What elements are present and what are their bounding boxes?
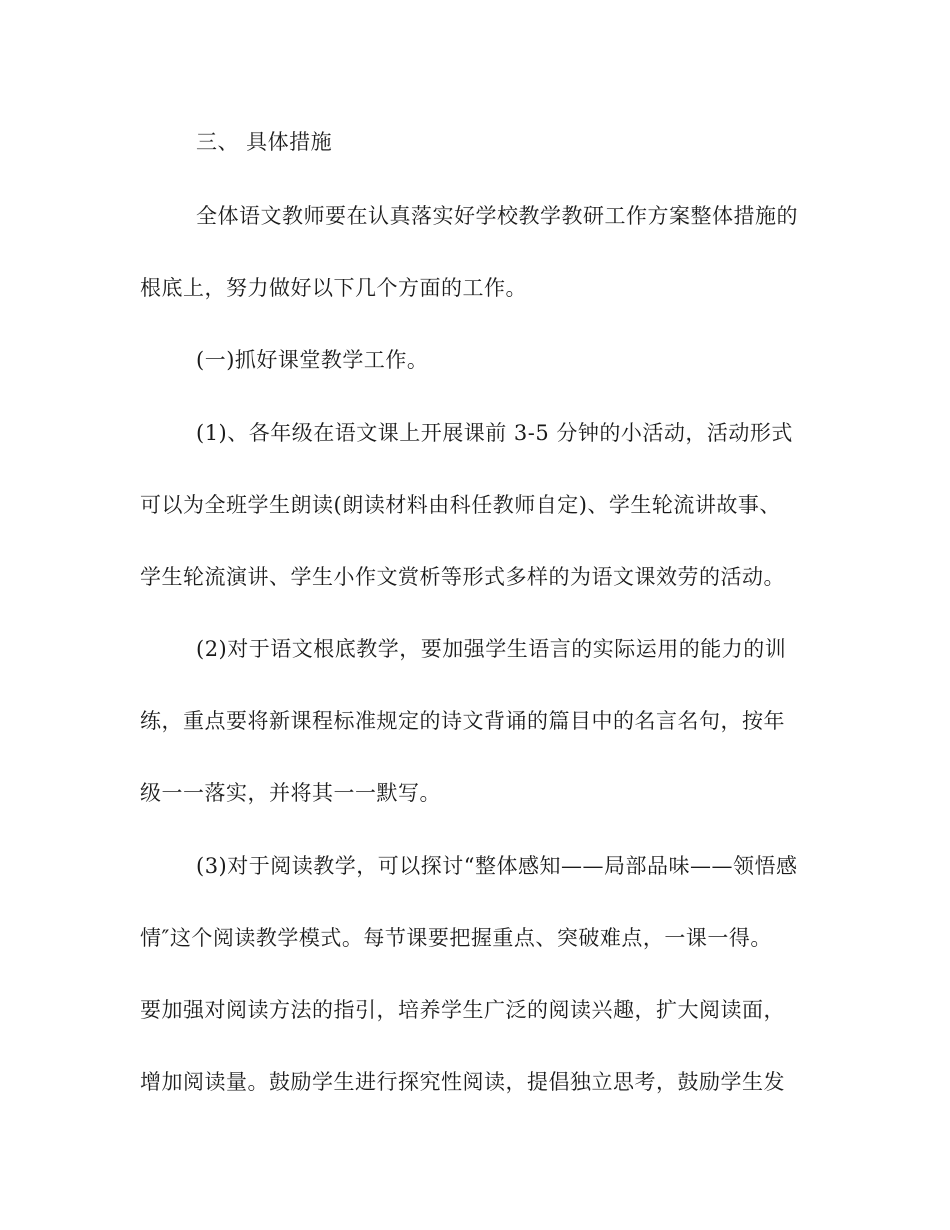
paragraph-line: 全体语文教师要在认真落实好学校教学教研工作方案整体措施的 xyxy=(196,204,798,228)
paragraph-line: 学生轮流演讲、学生小作文赏析等形式多样的为语文课效劳的活动。 xyxy=(140,565,785,589)
paragraph-line: 要加强对阅读方法的指引，培养学生广泛的阅读兴趣，扩大阅读面， xyxy=(140,998,785,1022)
paragraph-line: 练，重点要将新课程标准规定的诗文背诵的篇目中的名言名句，按年 xyxy=(140,709,785,733)
paragraph-line: 根底上，努力做好以下几个方面的工作。 xyxy=(140,276,527,300)
paragraph-line: 情″这个阅读教学模式。每节课要把握重点、突破难点，一课一得。 xyxy=(140,926,772,950)
paragraph-line: (1)、各年级在语文课上开展课前 3-5 分钟的小活动，活动形式 xyxy=(196,421,793,445)
section-heading: 三、 具体措施 xyxy=(196,130,333,154)
paragraph-line: (3)对于阅读教学，可以探讨“整体感知——局部品味——领悟感 xyxy=(196,854,798,878)
paragraph-line: 增加阅读量。鼓励学生进行探究性阅读，提倡独立思考，鼓励学生发 xyxy=(140,1070,785,1094)
paragraph-line: 级一一落实，并将其一一默写。 xyxy=(140,781,441,805)
paragraph-line: 可以为全班学生朗读(朗读材料由科任教师自定)、学生轮流讲故事、 xyxy=(140,493,781,517)
subsection-heading: (一)抓好课堂教学工作。 xyxy=(196,348,429,372)
paragraph-line: (2)对于语文根底教学，要加强学生语言的实际运用的能力的训 xyxy=(196,637,787,661)
